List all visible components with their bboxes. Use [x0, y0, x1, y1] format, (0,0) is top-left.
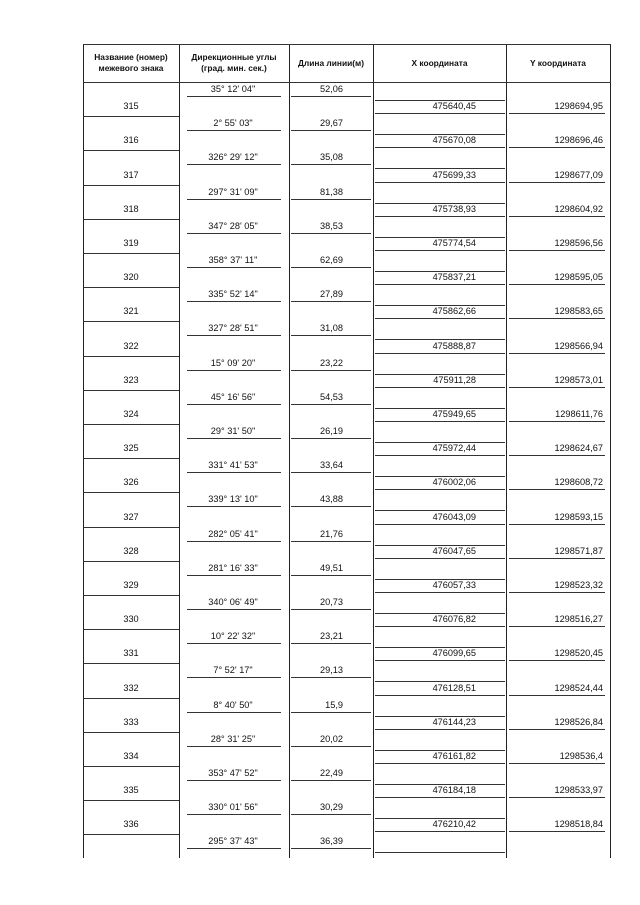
line-length: 43,88 — [320, 494, 343, 505]
row-rule — [187, 96, 281, 97]
row-rule — [187, 780, 281, 781]
row-rule — [291, 643, 371, 644]
x-coordinate: 475972,44 — [432, 443, 476, 454]
row-rule — [187, 472, 281, 473]
row-rule — [291, 472, 371, 473]
direction-angle: 8° 40' 50" — [213, 699, 253, 710]
row-rule — [291, 541, 371, 542]
row-rule — [187, 814, 281, 815]
direction-angle: 358° 37' 11" — [208, 255, 258, 265]
point-number: 325 — [123, 443, 139, 454]
row-rule — [291, 130, 371, 131]
row-rule — [291, 301, 371, 302]
header-bottom-border — [83, 82, 611, 83]
row-rule — [375, 455, 505, 456]
row-rule — [509, 763, 605, 764]
line-length: 29,67 — [320, 118, 343, 129]
direction-angle: 281° 16' 33" — [208, 562, 258, 573]
y-coordinate: 1298566,94 — [554, 340, 603, 351]
header-x: X координата — [411, 57, 468, 68]
row-rule — [83, 356, 179, 357]
row-rule — [83, 732, 179, 733]
row-rule — [187, 848, 281, 849]
row-rule — [509, 147, 605, 148]
row-rule — [375, 729, 505, 730]
row-rule — [509, 216, 605, 217]
row-rule — [291, 506, 371, 507]
y-coordinate: 1298694,95 — [554, 101, 603, 112]
line-length: 22,49 — [320, 768, 343, 778]
row-rule — [375, 626, 505, 627]
row-rule — [83, 800, 179, 801]
line-length: 20,02 — [320, 733, 343, 744]
row-rule — [187, 301, 281, 302]
row-rule — [509, 592, 605, 593]
point-number: 330 — [123, 614, 139, 625]
row-rule — [509, 284, 605, 285]
row-rule — [375, 421, 505, 422]
row-rule — [509, 524, 605, 525]
header-y: Y координата — [530, 57, 586, 68]
row-rule — [375, 353, 505, 354]
x-coordinate: 475738,93 — [432, 203, 476, 214]
point-number: 333 — [123, 716, 139, 727]
x-coordinate: 476210,42 — [432, 819, 476, 830]
x-coordinate: 475888,87 — [432, 340, 476, 351]
y-coordinate: 1298611,76 — [555, 408, 603, 419]
direction-angle: 10° 22' 32" — [210, 631, 256, 642]
line-length: 21,76 — [320, 528, 343, 539]
line-length: 27,89 — [320, 289, 343, 300]
row-rule — [375, 660, 505, 661]
x-coordinate: 476144,23 — [432, 716, 476, 727]
point-number: 328 — [123, 545, 139, 556]
x-coordinate: 476184,18 — [432, 785, 476, 796]
row-rule — [291, 233, 371, 234]
row-rule — [375, 831, 505, 832]
row-rule — [375, 695, 505, 696]
row-rule — [187, 746, 281, 747]
header-point: Название (номер) межевого знака — [94, 52, 168, 73]
direction-angle: 282° 05' 41" — [208, 528, 258, 539]
direction-angle: 347° 28' 05" — [208, 220, 258, 231]
row-rule — [83, 390, 179, 391]
row-rule — [509, 831, 605, 832]
y-coordinate: 1298608,72 — [554, 477, 603, 488]
row-rule — [83, 219, 179, 220]
y-coordinate: 1298595,05 — [554, 272, 603, 283]
y-coordinate: 1298696,46 — [554, 135, 603, 146]
line-length: 35,08 — [320, 152, 343, 163]
row-rule — [187, 575, 281, 576]
row-rule — [83, 595, 179, 596]
point-number: 331 — [123, 648, 139, 659]
y-coordinate: 1298583,65 — [554, 306, 603, 317]
row-rule — [509, 695, 605, 696]
row-rule — [187, 712, 281, 713]
row-rule — [83, 766, 179, 767]
row-rule — [83, 116, 179, 117]
row-rule — [375, 318, 505, 319]
row-rule — [187, 541, 281, 542]
x-coordinate: 475774,54 — [432, 237, 476, 248]
row-rule — [375, 250, 505, 251]
row-rule — [187, 199, 281, 200]
row-rule — [509, 558, 605, 559]
row-rule — [291, 609, 371, 610]
row-rule — [291, 199, 371, 200]
line-length: 62,69 — [320, 255, 343, 265]
row-rule — [375, 763, 505, 764]
row-rule — [509, 421, 605, 422]
x-coordinate: 475837,21 — [432, 272, 476, 283]
point-number: 335 — [123, 785, 139, 796]
row-rule — [187, 267, 281, 268]
boundary-coordinates-table — [83, 44, 611, 858]
row-rule — [375, 284, 505, 285]
direction-angle: 340° 06' 49" — [208, 597, 258, 607]
row-rule — [509, 729, 605, 730]
y-coordinate: 1298516,27 — [554, 614, 603, 625]
row-rule — [83, 458, 179, 459]
row-rule — [83, 150, 179, 151]
point-number: 332 — [123, 682, 139, 693]
row-rule — [291, 746, 371, 747]
row-rule — [291, 96, 371, 97]
point-number: 316 — [123, 135, 139, 146]
y-coordinate: 1298624,67 — [554, 443, 603, 454]
row-rule — [509, 318, 605, 319]
direction-angle: 15° 09' 20" — [210, 357, 256, 368]
row-rule — [83, 834, 179, 835]
row-rule — [291, 780, 371, 781]
y-coordinate: 1298573,01 — [554, 374, 603, 385]
row-rule — [291, 164, 371, 165]
x-coordinate: 475640,45 — [432, 101, 476, 112]
line-length: 81,38 — [320, 186, 343, 197]
line-length: 31,08 — [320, 323, 343, 334]
row-rule — [375, 387, 505, 388]
row-rule — [509, 489, 605, 490]
row-rule — [375, 592, 505, 593]
direction-angle: 297° 31' 09" — [208, 186, 258, 197]
row-rule — [291, 677, 371, 678]
x-coordinate: 476043,09 — [432, 511, 476, 522]
point-number: 319 — [123, 237, 139, 248]
line-length: 54,53 — [320, 391, 343, 402]
x-coordinate: 476128,51 — [432, 682, 476, 693]
direction-angle: 353° 47' 52" — [208, 768, 258, 778]
row-rule — [187, 233, 281, 234]
row-rule — [509, 353, 605, 354]
x-coordinate: 475670,08 — [432, 135, 476, 146]
line-length: 23,22 — [320, 357, 343, 368]
y-coordinate: 1298571,87 — [554, 545, 603, 556]
row-rule — [83, 663, 179, 664]
row-rule — [83, 561, 179, 562]
y-coordinate: 1298533,97 — [554, 785, 603, 796]
row-rule — [83, 185, 179, 186]
y-coordinate: 1298526,84 — [554, 716, 603, 727]
row-rule — [291, 814, 371, 815]
row-rule — [375, 489, 505, 490]
y-coordinate: 1298677,09 — [554, 169, 603, 180]
direction-angle: 28° 31' 25" — [210, 733, 256, 744]
x-coordinate: 476161,82 — [432, 750, 476, 761]
row-rule — [187, 677, 281, 678]
row-rule — [375, 852, 505, 853]
line-length: 20,73 — [320, 597, 343, 607]
row-rule — [83, 492, 179, 493]
row-rule — [291, 848, 371, 849]
row-rule — [83, 629, 179, 630]
row-rule — [187, 404, 281, 405]
row-rule — [375, 182, 505, 183]
row-rule — [83, 287, 179, 288]
row-rule — [375, 524, 505, 525]
point-number: 315 — [123, 101, 139, 112]
header-angle: Дирекционные углы (град. мин. сек.) — [191, 52, 277, 73]
point-number: 320 — [123, 272, 139, 283]
row-rule — [291, 712, 371, 713]
point-number: 322 — [123, 340, 139, 351]
row-rule — [291, 575, 371, 576]
row-rule — [509, 455, 605, 456]
row-rule — [509, 387, 605, 388]
row-rule — [375, 113, 505, 114]
point-number: 318 — [123, 203, 139, 214]
y-coordinate: 1298593,15 — [554, 511, 603, 522]
direction-angle: 331° 41' 53" — [208, 460, 258, 471]
row-rule — [83, 527, 179, 528]
x-coordinate: 476099,65 — [432, 648, 476, 659]
row-rule — [187, 438, 281, 439]
row-rule — [187, 130, 281, 131]
row-rule — [83, 698, 179, 699]
y-coordinate: 1298536,4 — [559, 750, 603, 761]
line-length: 36,39 — [320, 836, 343, 847]
header-length: Длина линии(м) — [297, 57, 365, 68]
direction-angle: 335° 52' 14" — [208, 289, 258, 300]
direction-angle: 339° 13' 10" — [208, 494, 258, 505]
point-number: 321 — [123, 306, 139, 317]
x-coordinate: 475949,65 — [432, 408, 476, 419]
row-rule — [375, 797, 505, 798]
direction-angle: 330° 01' 56" — [208, 802, 258, 813]
row-rule — [291, 438, 371, 439]
line-length: 52,06 — [320, 84, 343, 94]
row-rule — [291, 370, 371, 371]
point-number: 327 — [123, 511, 139, 522]
x-coordinate: 476076,82 — [432, 614, 476, 625]
direction-angle: 29° 31' 50" — [210, 426, 256, 436]
line-length: 29,13 — [320, 665, 343, 676]
row-rule — [509, 113, 605, 114]
row-rule — [509, 797, 605, 798]
row-rule — [509, 250, 605, 251]
line-length: 26,19 — [320, 426, 343, 436]
x-coordinate: 475862,66 — [432, 306, 476, 317]
row-rule — [83, 321, 179, 322]
point-number: 336 — [123, 819, 139, 830]
line-length: 23,21 — [320, 631, 343, 642]
row-rule — [509, 626, 605, 627]
row-rule — [187, 335, 281, 336]
x-coordinate: 476047,65 — [432, 545, 476, 556]
line-length: 33,64 — [320, 460, 343, 471]
row-rule — [375, 216, 505, 217]
direction-angle: 7° 52' 17" — [213, 665, 253, 676]
row-rule — [509, 182, 605, 183]
y-coordinate: 1298596,56 — [554, 237, 603, 248]
y-coordinate: 1298604,92 — [554, 203, 603, 214]
direction-angle: 45° 16' 56" — [210, 391, 256, 402]
point-number: 317 — [123, 169, 139, 180]
row-rule — [83, 253, 179, 254]
line-length: 49,51 — [320, 562, 343, 573]
direction-angle: 327° 28' 51" — [208, 323, 258, 334]
x-coordinate: 475699,33 — [432, 169, 476, 180]
row-rule — [187, 164, 281, 165]
row-rule — [291, 404, 371, 405]
point-number: 329 — [123, 579, 139, 590]
row-rule — [291, 267, 371, 268]
direction-angle: 2° 55' 03" — [213, 118, 253, 129]
direction-angle: 35° 12' 04" — [210, 84, 256, 94]
point-number: 334 — [123, 750, 139, 761]
x-coordinate: 476002,06 — [432, 477, 476, 488]
direction-angle: 295° 37' 43" — [208, 836, 258, 847]
line-length: 38,53 — [320, 220, 343, 231]
row-rule — [187, 370, 281, 371]
row-rule — [375, 558, 505, 559]
y-coordinate: 1298523,32 — [554, 579, 603, 590]
y-coordinate: 1298518,84 — [554, 819, 603, 830]
point-number: 326 — [123, 477, 139, 488]
col-border — [610, 44, 611, 858]
row-rule — [83, 424, 179, 425]
x-coordinate: 476057,33 — [432, 579, 476, 590]
row-rule — [187, 609, 281, 610]
point-number: 323 — [123, 374, 139, 385]
row-rule — [187, 643, 281, 644]
y-coordinate: 1298520,45 — [554, 648, 603, 659]
x-coordinate: 475911,28 — [433, 374, 476, 385]
col-border — [506, 44, 507, 858]
line-length: 30,29 — [320, 802, 343, 813]
row-rule — [375, 147, 505, 148]
y-coordinate: 1298524,44 — [554, 682, 603, 693]
line-length: 15,9 — [325, 699, 343, 710]
direction-angle: 326° 29' 12" — [208, 152, 258, 163]
row-rule — [509, 660, 605, 661]
point-number: 324 — [123, 408, 139, 419]
row-rule — [291, 335, 371, 336]
row-rule — [187, 506, 281, 507]
